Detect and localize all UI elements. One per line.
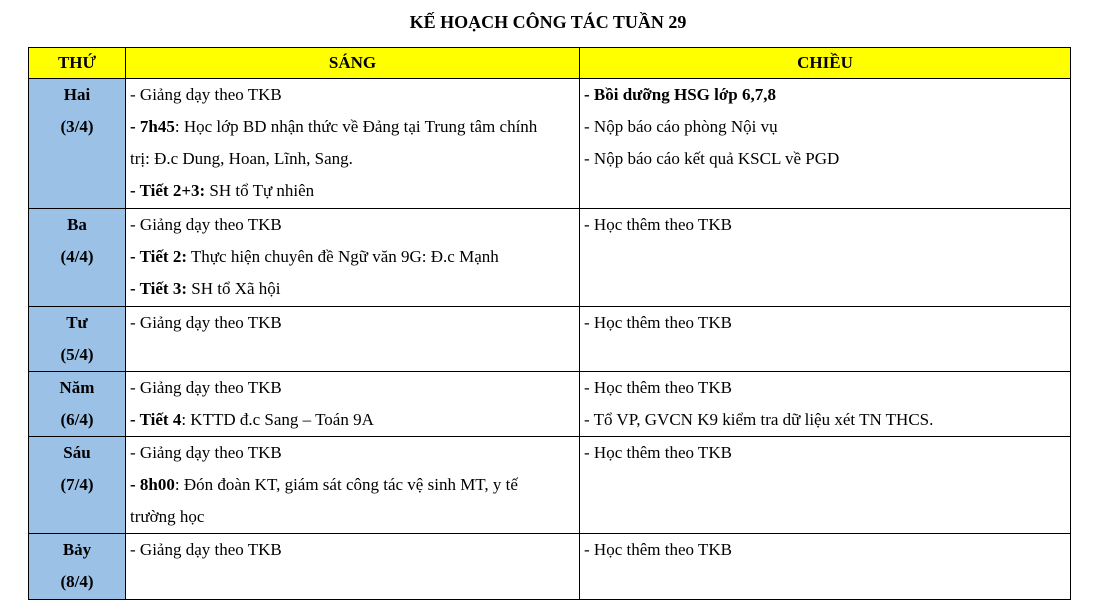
page-title: KẾ HOẠCH CÔNG TÁC TUẦN 29 — [409, 12, 687, 32]
header-morning: SÁNG — [126, 48, 580, 79]
morning-item-text: - Giảng dạy theo TKB — [130, 540, 282, 559]
morning-item-text: - Giảng dạy theo TKB — [130, 215, 282, 234]
day-date: (6/4) — [60, 410, 94, 429]
afternoon-item-text: - Học thêm theo TKB — [584, 378, 732, 397]
afternoon-item — [584, 437, 1066, 469]
morning-cell — [126, 307, 580, 372]
morning-item — [130, 79, 575, 111]
morning-item-text: SH tổ Tự nhiên — [205, 181, 315, 200]
day-date: (7/4) — [60, 475, 94, 494]
schedule-row — [29, 534, 1071, 600]
schedule-row — [29, 372, 1071, 437]
morning-item — [130, 501, 575, 533]
day-name: Ba — [67, 215, 87, 234]
morning-item — [130, 404, 575, 436]
afternoon-item-text: - Nộp báo cáo phòng Nội vụ — [584, 117, 778, 136]
schedule-body — [29, 79, 1071, 600]
afternoon-item-text: - Học thêm theo TKB — [584, 443, 732, 462]
schedule-row — [29, 437, 1071, 534]
day-cell — [29, 307, 126, 372]
morning-item-text: - Giảng dạy theo TKB — [130, 313, 282, 332]
morning-item — [130, 241, 575, 273]
morning-item-text: : Học lớp BD nhận thức về Đảng tại Trung tâm chính — [174, 117, 538, 136]
afternoon-cell — [580, 209, 1071, 307]
afternoon-item-text: - Nộp báo cáo kết quả KSCL về PGD — [584, 149, 840, 168]
morning-item — [130, 372, 575, 404]
afternoon-item — [584, 372, 1066, 404]
afternoon-cell — [580, 79, 1071, 209]
morning-item-bold: - Tiết 4 — [130, 410, 182, 429]
morning-item — [130, 534, 575, 566]
day-name: Tư — [66, 313, 88, 332]
morning-item-text: SH tổ Xã hội — [186, 279, 281, 298]
afternoon-item — [584, 79, 1066, 111]
morning-item-text: trị: Đ.c Dung, Hoan, Lĩnh, Sang. — [130, 149, 353, 168]
morning-item-bold: - Tiết 2+3: — [130, 181, 206, 200]
afternoon-item — [584, 534, 1066, 566]
morning-item-text: : Đón đoàn KT, giám sát công tác vệ sinh MT, y tế — [174, 475, 518, 494]
day-date: (3/4) — [60, 117, 94, 136]
morning-item-text: trường học — [130, 507, 205, 526]
morning-item-text: - Giảng dạy theo TKB — [130, 443, 282, 462]
morning-item-text: - Giảng dạy theo TKB — [130, 378, 282, 397]
day-date: (8/4) — [60, 572, 94, 591]
schedule-row — [29, 209, 1071, 307]
morning-item-bold: - 7h45 — [130, 117, 175, 136]
morning-item-text: Thực hiện chuyên đề Ngữ văn 9G: Đ.c Mạnh — [186, 247, 499, 266]
morning-item — [130, 111, 575, 143]
afternoon-item-text: - Học thêm theo TKB — [584, 215, 732, 234]
morning-item-text: : KTTD đ.c Sang – Toán 9A — [181, 410, 374, 429]
morning-item — [130, 209, 575, 241]
morning-item-bold: - 8h00 — [130, 475, 175, 494]
afternoon-item-text: - Tổ VP, GVCN K9 kiểm tra dữ liệu xét TN THCS. — [584, 410, 934, 429]
afternoon-item — [584, 307, 1066, 339]
afternoon-item — [584, 111, 1066, 143]
day-cell — [29, 534, 126, 600]
morning-item-bold: - Tiết 2: — [130, 247, 187, 266]
afternoon-cell — [580, 372, 1071, 437]
afternoon-item-bold: - Bồi dưỡng HSG lớp 6,7,8 — [584, 85, 776, 104]
day-date: (4/4) — [60, 247, 94, 266]
morning-item — [130, 307, 575, 339]
day-date: (5/4) — [60, 345, 94, 364]
morning-item — [130, 273, 575, 305]
day-cell — [29, 437, 126, 534]
morning-item — [130, 175, 575, 207]
afternoon-cell — [580, 307, 1071, 372]
day-cell — [29, 79, 126, 209]
day-name: Năm — [59, 378, 95, 397]
schedule-row — [29, 307, 1071, 372]
morning-item — [130, 469, 575, 501]
morning-cell — [126, 437, 580, 534]
morning-cell — [126, 372, 580, 437]
morning-cell — [126, 209, 580, 307]
header-afternoon: CHIỀU — [580, 48, 1071, 79]
morning-item-bold: - Tiết 3: — [130, 279, 187, 298]
morning-item — [130, 437, 575, 469]
morning-item-text: - Giảng dạy theo TKB — [130, 85, 282, 104]
morning-cell — [126, 534, 580, 600]
day-name: Bảy — [62, 540, 92, 559]
morning-cell — [126, 79, 580, 209]
afternoon-item — [584, 404, 1066, 436]
header-row — [29, 48, 1071, 79]
day-name: Sáu — [63, 443, 91, 462]
afternoon-cell — [580, 534, 1071, 600]
day-name: Hai — [63, 85, 91, 104]
schedule-table — [28, 47, 1071, 600]
afternoon-cell — [580, 437, 1071, 534]
afternoon-item-text: - Học thêm theo TKB — [584, 313, 732, 332]
schedule-row — [29, 79, 1071, 209]
header-day: THỨ — [29, 48, 126, 79]
day-cell — [29, 372, 126, 437]
day-cell — [29, 209, 126, 307]
afternoon-item — [584, 209, 1066, 241]
morning-item — [130, 143, 575, 175]
afternoon-item — [584, 143, 1066, 175]
afternoon-item-text: - Học thêm theo TKB — [584, 540, 732, 559]
